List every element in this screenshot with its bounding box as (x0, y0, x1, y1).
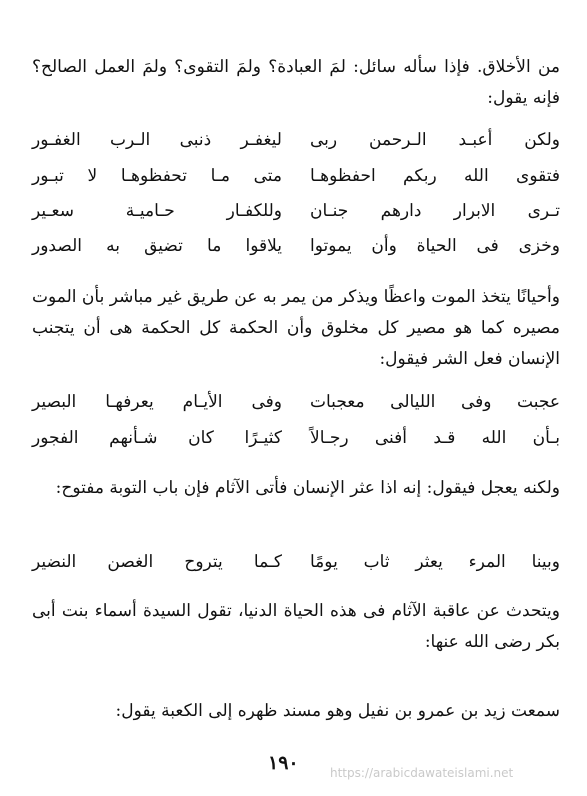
verse-second-hemistich: متى مـا تحفظوهـا لا تبـور (32, 166, 282, 186)
verse-first-hemistich: فتقوى الله ربكم احفظوهـا (310, 166, 560, 186)
verse-first-hemistich: وخزى فى الحياة وأن يموتوا (310, 236, 560, 256)
paragraph-repentance: ولكنه يعجل فيقول: إنه اذا عثر الإنسان فأتى الآثام فإن باب التوبة مفتوح: (55, 478, 560, 498)
verse-line (32, 201, 560, 232)
verse-first-hemistich: ولكن أعبـد الـرحمن ربى (310, 130, 560, 150)
verse-line (32, 552, 560, 583)
paragraph-consequences: ويتحدث عن عاقبة الآثام فى هذه الحياة الدنيا، تقول السيدة أسماء بنت أبى بكر رضى الله عنها: (32, 601, 560, 652)
page-number: ١٩٠ (268, 752, 299, 774)
verse-first-hemistich: بـأن الله قـد أفنى رجـالاً (310, 428, 560, 448)
paragraph-quote-intro: سمعت زيد بن عمرو بن نفيل وهو مسند ظهره إلى الكعبة يقول: (115, 701, 560, 721)
verse-second-hemistich: ليغفـر ذنبى الـرب الغفـور (32, 130, 282, 150)
verse-first-hemistich: وبينا المرء يعثر ثاب يومًا (310, 552, 560, 572)
paragraph-death: وأحيانًا يتخذ الموت واعظًا ويذكر من يمر به عن طريق غير مباشر بأن الموت مصيره كما هو مصير كل مخلوق وأن الحكمة كل الحكمة هى أن يتجنب الإنسان فعل الشر فيقول: (32, 287, 560, 369)
verse-second-hemistich: كـما يتروح الغصن النضير (32, 552, 282, 572)
verse-line (32, 392, 560, 423)
verse-first-hemistich: عجبت وفى الليالى معجبات (310, 392, 560, 412)
verse-first-hemistich: تـرى الابرار دارهم جنـان (310, 201, 560, 221)
verse-line (32, 130, 560, 161)
verse-line (32, 236, 560, 267)
verse-line (32, 428, 560, 459)
verse-second-hemistich: وللكفـار حـاميـة سعـير (32, 201, 282, 221)
verse-second-hemistich: كثيـرًا كان شـأنهم الفجور (32, 428, 282, 448)
site-watermark: https://arabicdawateislami.net (330, 766, 514, 780)
verse-second-hemistich: وفى الأيـام يعرفهـا البصير (32, 392, 282, 412)
paragraph-intro: من الأخلاق. فإذا سأله سائل: لمَ العبادة؟ ولمَ التقوى؟ ولمَ العمل الصالح؟ فإنه يقول: (32, 57, 560, 108)
verse-line (32, 166, 560, 197)
verse-second-hemistich: يلاقوا ما تضيق به الصدور (32, 236, 282, 256)
